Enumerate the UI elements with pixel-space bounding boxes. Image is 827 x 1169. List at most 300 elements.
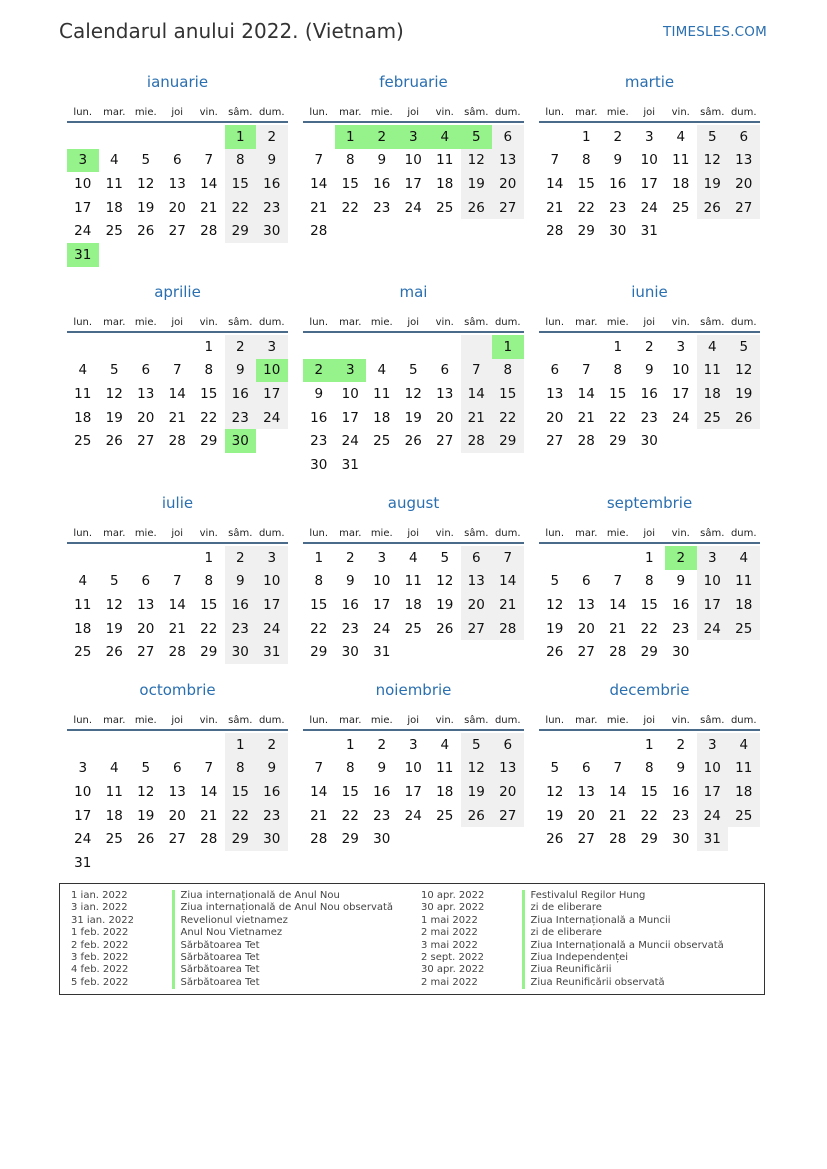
legend-color-marker [172,952,175,964]
legend-row [410,915,724,927]
day-cell: 28 [609,831,627,848]
day-cell: 7 [314,760,324,777]
weekday-header [67,517,288,544]
weekday-label: joi [171,107,184,118]
weekday-header [303,306,524,333]
weekday-header [303,517,524,544]
day-cell: 16 [341,596,359,613]
day-cell: 13 [137,596,155,613]
legend-date: 2 feb. 2022 [71,939,129,951]
day-cell: 10 [74,175,92,192]
day-cell: 10 [404,152,422,169]
day-cell: 15 [640,783,658,800]
legend-holiday-name: Sărbătoarea Tet [180,939,260,951]
day-cell: 8 [613,362,623,379]
legend-date: 1 feb. 2022 [71,927,129,939]
weekday-label: sâm. [228,107,253,118]
day-grid [67,546,288,664]
holiday-day-cell: 3 [335,359,367,383]
weekday-header [539,306,760,333]
day-cell: 30 [341,644,359,661]
day-cell: 5 [408,362,418,379]
weekday-label: mie. [134,528,157,539]
day-cell: 29 [310,644,328,661]
day-cell: 10 [640,152,658,169]
day-cell: 11 [404,573,422,590]
holiday-day-cell: 1 [225,125,257,149]
day-cell: 19 [137,807,155,824]
day-cell: 14 [492,570,524,594]
day-cell: 18 [74,409,92,426]
day-cell: 14 [310,783,328,800]
weekday-label: joi [407,107,420,118]
day-cell: 31 [697,827,729,851]
day-cell: 27 [461,617,493,641]
weekday-label: vin. [435,107,454,118]
day-cell: 16 [256,780,288,804]
day-cell: 20 [546,409,564,426]
day-cell: 5 [109,362,119,379]
day-cell: 11 [728,570,760,594]
legend-date: 3 feb. 2022 [71,951,129,963]
day-cell: 8 [492,359,524,383]
month-august [303,493,524,664]
weekday-label: vin. [199,715,218,726]
month-title: noiembrie [375,681,452,699]
day-cell: 9 [676,760,686,777]
day-cell: 20 [168,807,186,824]
day-cell: 17 [256,593,288,617]
empty-cell [461,335,493,359]
legend-row [410,964,724,976]
day-cell: 13 [577,596,595,613]
legend-date: 30 apr. 2022 [421,902,485,914]
weekday-label: lun. [309,715,329,726]
month-mai [303,282,524,477]
empty-cell [366,335,398,359]
legend-date: 2 sept. 2022 [421,951,484,963]
weekday-label: mar. [103,317,126,328]
legend-row [410,890,724,902]
day-cell: 18 [74,620,92,637]
day-cell: 29 [200,433,218,450]
day-cell: 20 [436,409,454,426]
day-cell: 3 [408,736,418,753]
day-cell: 15 [492,382,524,406]
legend-color-marker [522,977,525,989]
day-cell: 4 [728,546,760,570]
day-cell: 17 [341,409,359,426]
weekday-label: lun. [73,317,93,328]
weekday-label: mar. [575,107,598,118]
day-cell: 18 [105,199,123,216]
day-cell: 24 [404,807,422,824]
legend-holiday-name: Sărbătoarea Tet [180,976,260,988]
day-cell: 26 [546,831,564,848]
weekday-header [67,96,288,123]
day-cell: 24 [74,831,92,848]
holiday-day-cell: 1 [335,125,367,149]
month-title: octombrie [139,681,216,699]
month-aprilie [67,282,288,453]
day-cell: 26 [546,644,564,661]
day-cell: 27 [728,196,760,220]
weekday-label: joi [171,528,184,539]
day-cell: 7 [204,760,214,777]
weekday-label: mar. [103,528,126,539]
weekday-label: vin. [671,715,690,726]
day-cell: 6 [440,362,450,379]
day-cell: 16 [672,596,690,613]
day-cell: 6 [550,362,560,379]
weekday-label: mar. [575,317,598,328]
weekday-label: lun. [309,528,329,539]
empty-cell [602,733,634,757]
legend-date: 2 mai 2022 [421,976,478,988]
legend-color-marker [172,902,175,914]
day-cell: 21 [168,409,186,426]
day-cell: 12 [436,573,454,590]
month-title: decembrie [609,681,690,699]
day-cell: 12 [105,596,123,613]
day-cell: 15 [341,783,359,800]
weekday-label: mar. [103,715,126,726]
day-cell: 22 [341,807,359,824]
month-septembrie [539,493,760,664]
day-cell: 10 [404,760,422,777]
day-cell: 7 [461,359,493,383]
weekday-label: mie. [134,317,157,328]
day-cell: 13 [492,149,524,173]
empty-cell [67,546,99,570]
day-cell: 18 [728,593,760,617]
day-cell: 29 [200,644,218,661]
day-cell: 15 [200,596,218,613]
legend-holiday-name: Sărbătoarea Tet [180,964,260,976]
legend-date: 3 ian. 2022 [71,902,128,914]
day-cell: 26 [105,644,123,661]
empty-cell [539,335,571,359]
empty-cell [539,125,571,149]
day-cell: 16 [225,593,257,617]
legend-date: 2 mai 2022 [421,927,478,939]
day-cell: 13 [728,149,760,173]
weekday-label: vin. [435,317,454,328]
day-cell: 1 [644,549,654,566]
day-cell: 15 [640,596,658,613]
day-cell: 30 [373,831,391,848]
empty-cell [303,335,335,359]
day-cell: 5 [550,760,560,777]
day-cell: 27 [137,644,155,661]
day-cell: 12 [697,149,729,173]
weekday-label: mie. [134,715,157,726]
weekday-label: sâm. [700,715,725,726]
day-cell: 10 [341,385,359,402]
day-cell: 13 [577,783,595,800]
day-cell: 2 [676,736,686,753]
weekday-label: sâm. [228,528,253,539]
day-cell: 22 [200,409,218,426]
day-cell: 17 [74,807,92,824]
day-cell: 24 [373,620,391,637]
day-cell: 15 [225,780,257,804]
day-cell: 17 [373,596,391,613]
day-cell: 8 [345,760,355,777]
day-cell: 26 [461,804,493,828]
empty-cell [162,125,194,149]
weekday-label: lun. [545,107,565,118]
day-cell: 24 [672,409,690,426]
weekday-label: mie. [134,107,157,118]
empty-cell [99,733,131,757]
day-grid [67,335,288,453]
weekday-label: joi [643,317,656,328]
day-cell: 8 [225,149,257,173]
day-cell: 4 [78,573,88,590]
weekday-label: lun. [73,528,93,539]
day-cell: 24 [697,804,729,828]
day-cell: 28 [200,223,218,240]
weekday-label: vin. [199,317,218,328]
legend-row [410,940,724,952]
holiday-day-cell: 10 [256,359,288,383]
day-cell: 21 [492,593,524,617]
day-cell: 1 [613,338,623,355]
empty-cell [303,125,335,149]
weekday-header [303,704,524,731]
weekday-label: joi [643,715,656,726]
day-cell: 4 [697,335,729,359]
day-cell: 22 [609,409,627,426]
legend-color-marker [172,890,175,902]
month-title: aprilie [154,283,201,301]
legend-holiday-name: Revelionul vietnamez [180,914,288,926]
day-cell: 21 [546,199,564,216]
day-cell: 23 [225,406,257,430]
day-cell: 22 [341,199,359,216]
day-cell: 22 [225,196,257,220]
day-cell: 7 [314,152,324,169]
day-cell: 9 [377,152,387,169]
day-cell: 25 [728,804,760,828]
day-cell: 28 [168,644,186,661]
holiday-day-cell: 30 [225,429,257,453]
legend-row [60,915,393,927]
legend-holiday-name: Sărbătoarea Tet [180,951,260,963]
day-cell: 9 [256,757,288,781]
weekday-label: mar. [575,528,598,539]
legend-holiday-name: Anul Nou Vietnamez [180,927,283,939]
empty-cell [130,125,162,149]
day-cell: 2 [377,736,387,753]
day-grid [539,546,760,664]
weekday-label: lun. [545,715,565,726]
day-cell: 6 [492,733,524,757]
day-cell: 5 [728,335,760,359]
holiday-day-cell: 2 [303,359,335,383]
empty-cell [99,335,131,359]
day-cell: 11 [105,175,123,192]
day-cell: 30 [256,827,288,851]
day-cell: 21 [461,406,493,430]
day-cell: 12 [137,175,155,192]
day-cell: 4 [676,128,686,145]
day-cell: 20 [137,620,155,637]
day-cell: 8 [314,573,324,590]
day-cell: 6 [172,760,182,777]
month-title: iunie [631,283,668,301]
month-iunie [539,282,760,453]
legend-date: 4 feb. 2022 [71,964,129,976]
day-cell: 4 [78,362,88,379]
day-cell: 8 [581,152,591,169]
day-cell: 1 [204,338,214,355]
day-cell: 15 [341,175,359,192]
day-cell: 24 [640,199,658,216]
day-cell: 19 [137,199,155,216]
weekday-label: mie. [606,528,629,539]
day-cell: 4 [109,760,119,777]
day-cell: 20 [577,620,595,637]
day-grid [303,125,524,243]
legend-row [60,977,393,989]
day-cell: 2 [613,128,623,145]
day-cell: 12 [546,783,564,800]
day-cell: 23 [672,807,690,824]
day-cell: 14 [577,385,595,402]
day-cell: 6 [461,546,493,570]
day-cell: 25 [672,199,690,216]
day-cell: 27 [577,831,595,848]
weekday-label: dum. [258,528,285,539]
day-cell: 26 [404,433,422,450]
holiday-day-cell: 2 [366,125,398,149]
day-cell: 28 [546,223,564,240]
day-cell: 18 [436,783,454,800]
weekday-label: lun. [73,715,93,726]
empty-cell [335,335,367,359]
weekday-label: sâm. [464,528,489,539]
day-cell: 9 [314,385,324,402]
legend-holiday-name: Ziua internațională de Anul Nou [180,890,340,901]
legend-row [60,964,393,976]
day-cell: 16 [310,409,328,426]
day-cell: 5 [461,733,493,757]
empty-cell [429,335,461,359]
day-cell: 25 [74,644,92,661]
legend-date: 1 mai 2022 [421,914,478,926]
day-cell: 16 [373,783,391,800]
empty-cell [571,546,603,570]
day-cell: 7 [581,362,591,379]
day-cell: 27 [137,433,155,450]
day-cell: 20 [492,172,524,196]
day-cell: 21 [310,199,328,216]
day-cell: 21 [577,409,595,426]
legend-date: 3 mai 2022 [421,939,478,951]
month-title: septembrie [606,494,693,512]
day-cell: 29 [640,831,658,848]
legend-date: 5 feb. 2022 [71,976,129,988]
day-cell: 15 [577,175,595,192]
holiday-day-cell: 3 [398,125,430,149]
day-cell: 14 [200,783,218,800]
holiday-legend [59,883,765,995]
day-cell: 19 [546,620,564,637]
day-cell: 24 [697,617,729,641]
day-cell: 1 [204,549,214,566]
empty-cell [162,335,194,359]
day-cell: 3 [256,546,288,570]
day-cell: 8 [225,757,257,781]
weekday-label: dum. [494,715,521,726]
day-cell: 2 [345,549,355,566]
day-cell: 29 [225,827,257,851]
page-title: Calendarul anului 2022. (Vietnam) [59,19,404,43]
empty-cell [162,733,194,757]
weekday-label: vin. [199,528,218,539]
day-cell: 28 [200,831,218,848]
month-decembrie [539,680,760,851]
day-cell: 4 [440,736,450,753]
day-cell: 26 [105,433,123,450]
day-cell: 22 [640,620,658,637]
day-cell: 16 [672,783,690,800]
day-cell: 9 [377,760,387,777]
day-cell: 9 [345,573,355,590]
day-cell: 10 [697,757,729,781]
weekday-label: mar. [339,317,362,328]
day-cell: 11 [728,757,760,781]
weekday-label: joi [407,715,420,726]
day-cell: 11 [436,760,454,777]
day-cell: 24 [341,433,359,450]
day-cell: 25 [728,617,760,641]
day-cell: 13 [137,385,155,402]
day-cell: 19 [461,780,493,804]
day-cell: 8 [644,760,654,777]
day-cell: 26 [728,406,760,430]
day-cell: 31 [341,456,359,473]
day-cell: 4 [109,152,119,169]
weekday-header [67,704,288,731]
day-cell: 28 [461,429,493,453]
site-link[interactable]: TIMESLES.COM [663,24,767,40]
day-grid [303,546,524,664]
weekday-label: lun. [73,107,93,118]
day-cell: 18 [436,175,454,192]
day-cell: 14 [168,596,186,613]
day-cell: 10 [697,570,729,594]
day-cell: 23 [256,804,288,828]
weekday-label: joi [407,528,420,539]
day-cell: 16 [640,385,658,402]
day-cell: 21 [310,807,328,824]
weekday-label: sâm. [700,317,725,328]
day-cell: 5 [697,125,729,149]
legend-color-marker [172,940,175,952]
legend-color-marker [522,952,525,964]
day-cell: 25 [697,406,729,430]
weekday-header [539,704,760,731]
empty-cell [539,546,571,570]
weekday-label: joi [407,317,420,328]
day-cell: 6 [172,152,182,169]
month-title: iulie [161,494,194,512]
day-cell: 7 [492,546,524,570]
day-cell: 19 [728,382,760,406]
